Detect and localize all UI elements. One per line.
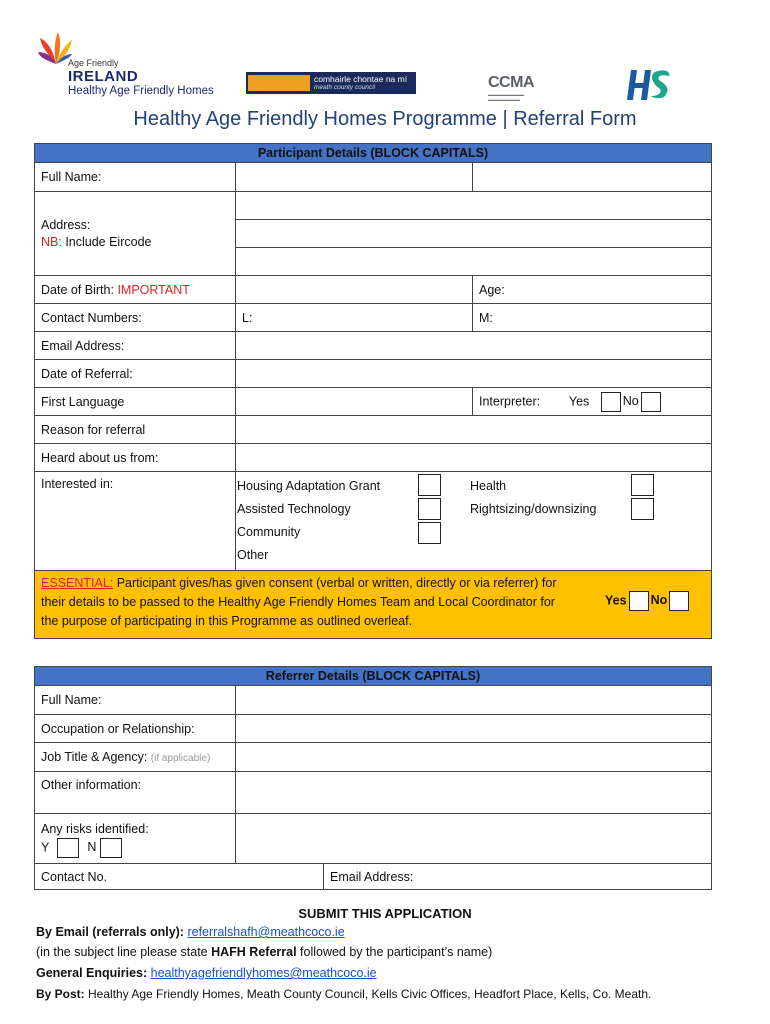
reason-label: Reason for referral xyxy=(35,416,236,444)
meath-line1: comhairle chontae na mí xyxy=(314,74,408,84)
occupation-field[interactable] xyxy=(236,715,712,743)
age-label: Age: xyxy=(479,282,505,297)
risks-field[interactable] xyxy=(236,814,712,864)
email-label: Email Address: xyxy=(35,332,236,360)
referrer-name-label: Full Name: xyxy=(35,686,236,715)
if-applicable-note: (if applicable) xyxy=(150,753,211,764)
full-name-field-2[interactable] xyxy=(473,163,712,192)
date-referral-field[interactable] xyxy=(236,360,712,388)
landline-label: L: xyxy=(242,310,253,325)
job-title-label: Job Title & Agency: xyxy=(41,750,151,764)
job-title-label-cell xyxy=(35,743,236,772)
ccma-subtext-icon: ▬▬▬▬▬▬▬▬▬ ▬▬▬▬▬▬▬▬ xyxy=(488,92,524,102)
participant-header: Participant Details (BLOCK CAPITALS) xyxy=(35,144,712,163)
risks-n-checkbox[interactable] xyxy=(100,838,122,858)
dob-field[interactable] xyxy=(236,276,473,304)
afi-line2: IRELAND xyxy=(68,68,139,85)
option-rightsizing-checkbox[interactable] xyxy=(631,498,654,520)
occupation-label: Occupation or Relationship: xyxy=(35,715,236,743)
post-line xyxy=(36,987,651,1001)
option-assisted-checkbox[interactable] xyxy=(418,498,441,520)
essential-line1: Participant gives/has given consent (verbal or written, directly or via referrer) for xyxy=(113,576,557,590)
full-name-label: Full Name: xyxy=(35,163,236,192)
enquiries-email-link[interactable]: healthyagefriendlyhomes@meathcoco.ie xyxy=(150,966,377,980)
heard-label: Heard about us from: xyxy=(35,444,236,472)
date-referral-label: Date of Referral: xyxy=(35,360,236,388)
interpreter-yes-checkbox[interactable] xyxy=(601,392,621,412)
nb-label: NB: xyxy=(41,235,62,249)
ccma-logo xyxy=(488,74,558,104)
ccma-text: CCMA xyxy=(488,74,534,91)
eircode-note: Include Eircode xyxy=(61,235,152,249)
first-language-field[interactable] xyxy=(236,388,473,416)
interested-label: Interested in: xyxy=(35,472,236,571)
option-community-checkbox[interactable] xyxy=(418,522,441,544)
referrer-email-label: Email Address: xyxy=(330,869,414,884)
referrer-header: Referrer Details (BLOCK CAPITALS) xyxy=(35,667,712,686)
risks-n-label: N xyxy=(87,840,97,855)
interested-options xyxy=(236,472,712,571)
risks-y-checkbox[interactable] xyxy=(57,838,79,858)
consent-yes-checkbox[interactable] xyxy=(629,591,649,611)
meath-emblem-icon xyxy=(248,75,310,91)
subject-line-note xyxy=(36,945,492,959)
essential-line3: the purpose of participating in this Programme as outlined overleaf. xyxy=(41,614,413,628)
essential-line2: their details to be passed to the Healthy Age Friendly Homes Team and Local Coordinator for xyxy=(41,595,555,609)
consent-yes-label: Yes xyxy=(605,593,627,608)
enquiries-label: General Enquiries: xyxy=(36,966,151,980)
risks-label-cell xyxy=(35,814,236,864)
consent-no-checkbox[interactable] xyxy=(669,591,689,611)
hse-mark-icon xyxy=(625,66,675,104)
option-housing-checkbox[interactable] xyxy=(418,474,441,496)
submit-heading: SUBMIT THIS APPLICATION xyxy=(298,906,472,921)
risks-label: Any risks identified: xyxy=(41,822,149,836)
referrer-details-table xyxy=(34,666,712,890)
submit-email-line xyxy=(36,925,345,939)
dob-important: IMPORTANT xyxy=(117,282,190,297)
subject-bold: HAFH Referral xyxy=(211,945,297,959)
referrals-email-link[interactable]: referralshafh@meathcoco.ie xyxy=(187,925,345,939)
hse-logo xyxy=(625,66,675,104)
option-housing-label: Housing Adaptation Grant xyxy=(237,479,381,493)
contact-no-field[interactable] xyxy=(35,864,324,890)
job-title-field[interactable] xyxy=(236,743,712,772)
consent-no-label: No xyxy=(650,593,668,608)
meath-county-council-logo xyxy=(246,72,416,94)
afi-line3: Healthy Age Friendly Homes xyxy=(68,85,214,97)
referrer-name-field[interactable] xyxy=(236,686,712,715)
address-field-2[interactable] xyxy=(236,220,712,248)
risks-y-label: Y xyxy=(41,840,50,855)
other-info-field[interactable] xyxy=(236,772,712,814)
dob-label: Date of Birth: xyxy=(41,282,118,297)
page-title: Healthy Age Friendly Homes Programme | Referral Form xyxy=(133,108,637,130)
meath-line2: meath county council xyxy=(314,84,376,91)
option-health-checkbox[interactable] xyxy=(631,474,654,496)
afi-line1: Age Friendly xyxy=(68,58,119,68)
referrer-email-field[interactable] xyxy=(324,864,712,890)
landline-field[interactable] xyxy=(236,304,473,332)
contact-no-label: Contact No. xyxy=(41,869,108,884)
address-field-1[interactable] xyxy=(236,192,712,220)
address-label-cell xyxy=(35,192,236,276)
post-address: Healthy Age Friendly Homes, Meath County Council, Kells Civic Offices, Headfort Place, Kells, Co. Meath. xyxy=(88,987,652,1001)
interpreter-no-checkbox[interactable] xyxy=(641,392,661,412)
option-rightsizing-label: Rightsizing/downsizing xyxy=(470,502,597,516)
post-label: By Post: xyxy=(36,987,89,1001)
mobile-field[interactable] xyxy=(473,304,712,332)
interpreter-cell xyxy=(473,388,712,416)
subject-post: followed by the participant’s name) xyxy=(296,945,493,959)
interpreter-no-label: No xyxy=(622,393,639,408)
participant-details-table xyxy=(34,143,712,639)
interpreter-yes-label: Yes xyxy=(568,393,590,408)
essential-label: ESSENTIAL: xyxy=(41,576,114,590)
flower-logo-icon xyxy=(38,30,72,66)
age-field[interactable] xyxy=(473,276,712,304)
interpreter-label: Interpreter: xyxy=(479,393,541,408)
option-community-label: Community xyxy=(237,525,301,539)
essential-consent-cell xyxy=(35,571,712,639)
contact-numbers-label: Contact Numbers: xyxy=(35,304,236,332)
option-other-label: Other xyxy=(237,548,269,562)
mobile-label: M: xyxy=(479,310,493,325)
dob-label-cell xyxy=(35,276,236,304)
reason-field[interactable] xyxy=(236,416,712,444)
option-health-label: Health xyxy=(470,479,507,493)
age-friendly-ireland-logo xyxy=(38,30,238,100)
heard-field[interactable] xyxy=(236,444,712,472)
full-name-field-1[interactable] xyxy=(236,163,473,192)
email-field[interactable] xyxy=(236,332,712,360)
address-label: Address: xyxy=(41,218,91,232)
other-info-label: Other information: xyxy=(35,772,236,814)
subject-pre: (in the subject line please state xyxy=(36,945,212,959)
enquiries-line xyxy=(36,966,377,980)
first-language-label: First Language xyxy=(35,388,236,416)
submit-email-label: By Email (referrals only): xyxy=(36,925,188,939)
address-field-3[interactable] xyxy=(236,248,712,276)
option-assisted-label: Assisted Technology xyxy=(237,502,351,516)
